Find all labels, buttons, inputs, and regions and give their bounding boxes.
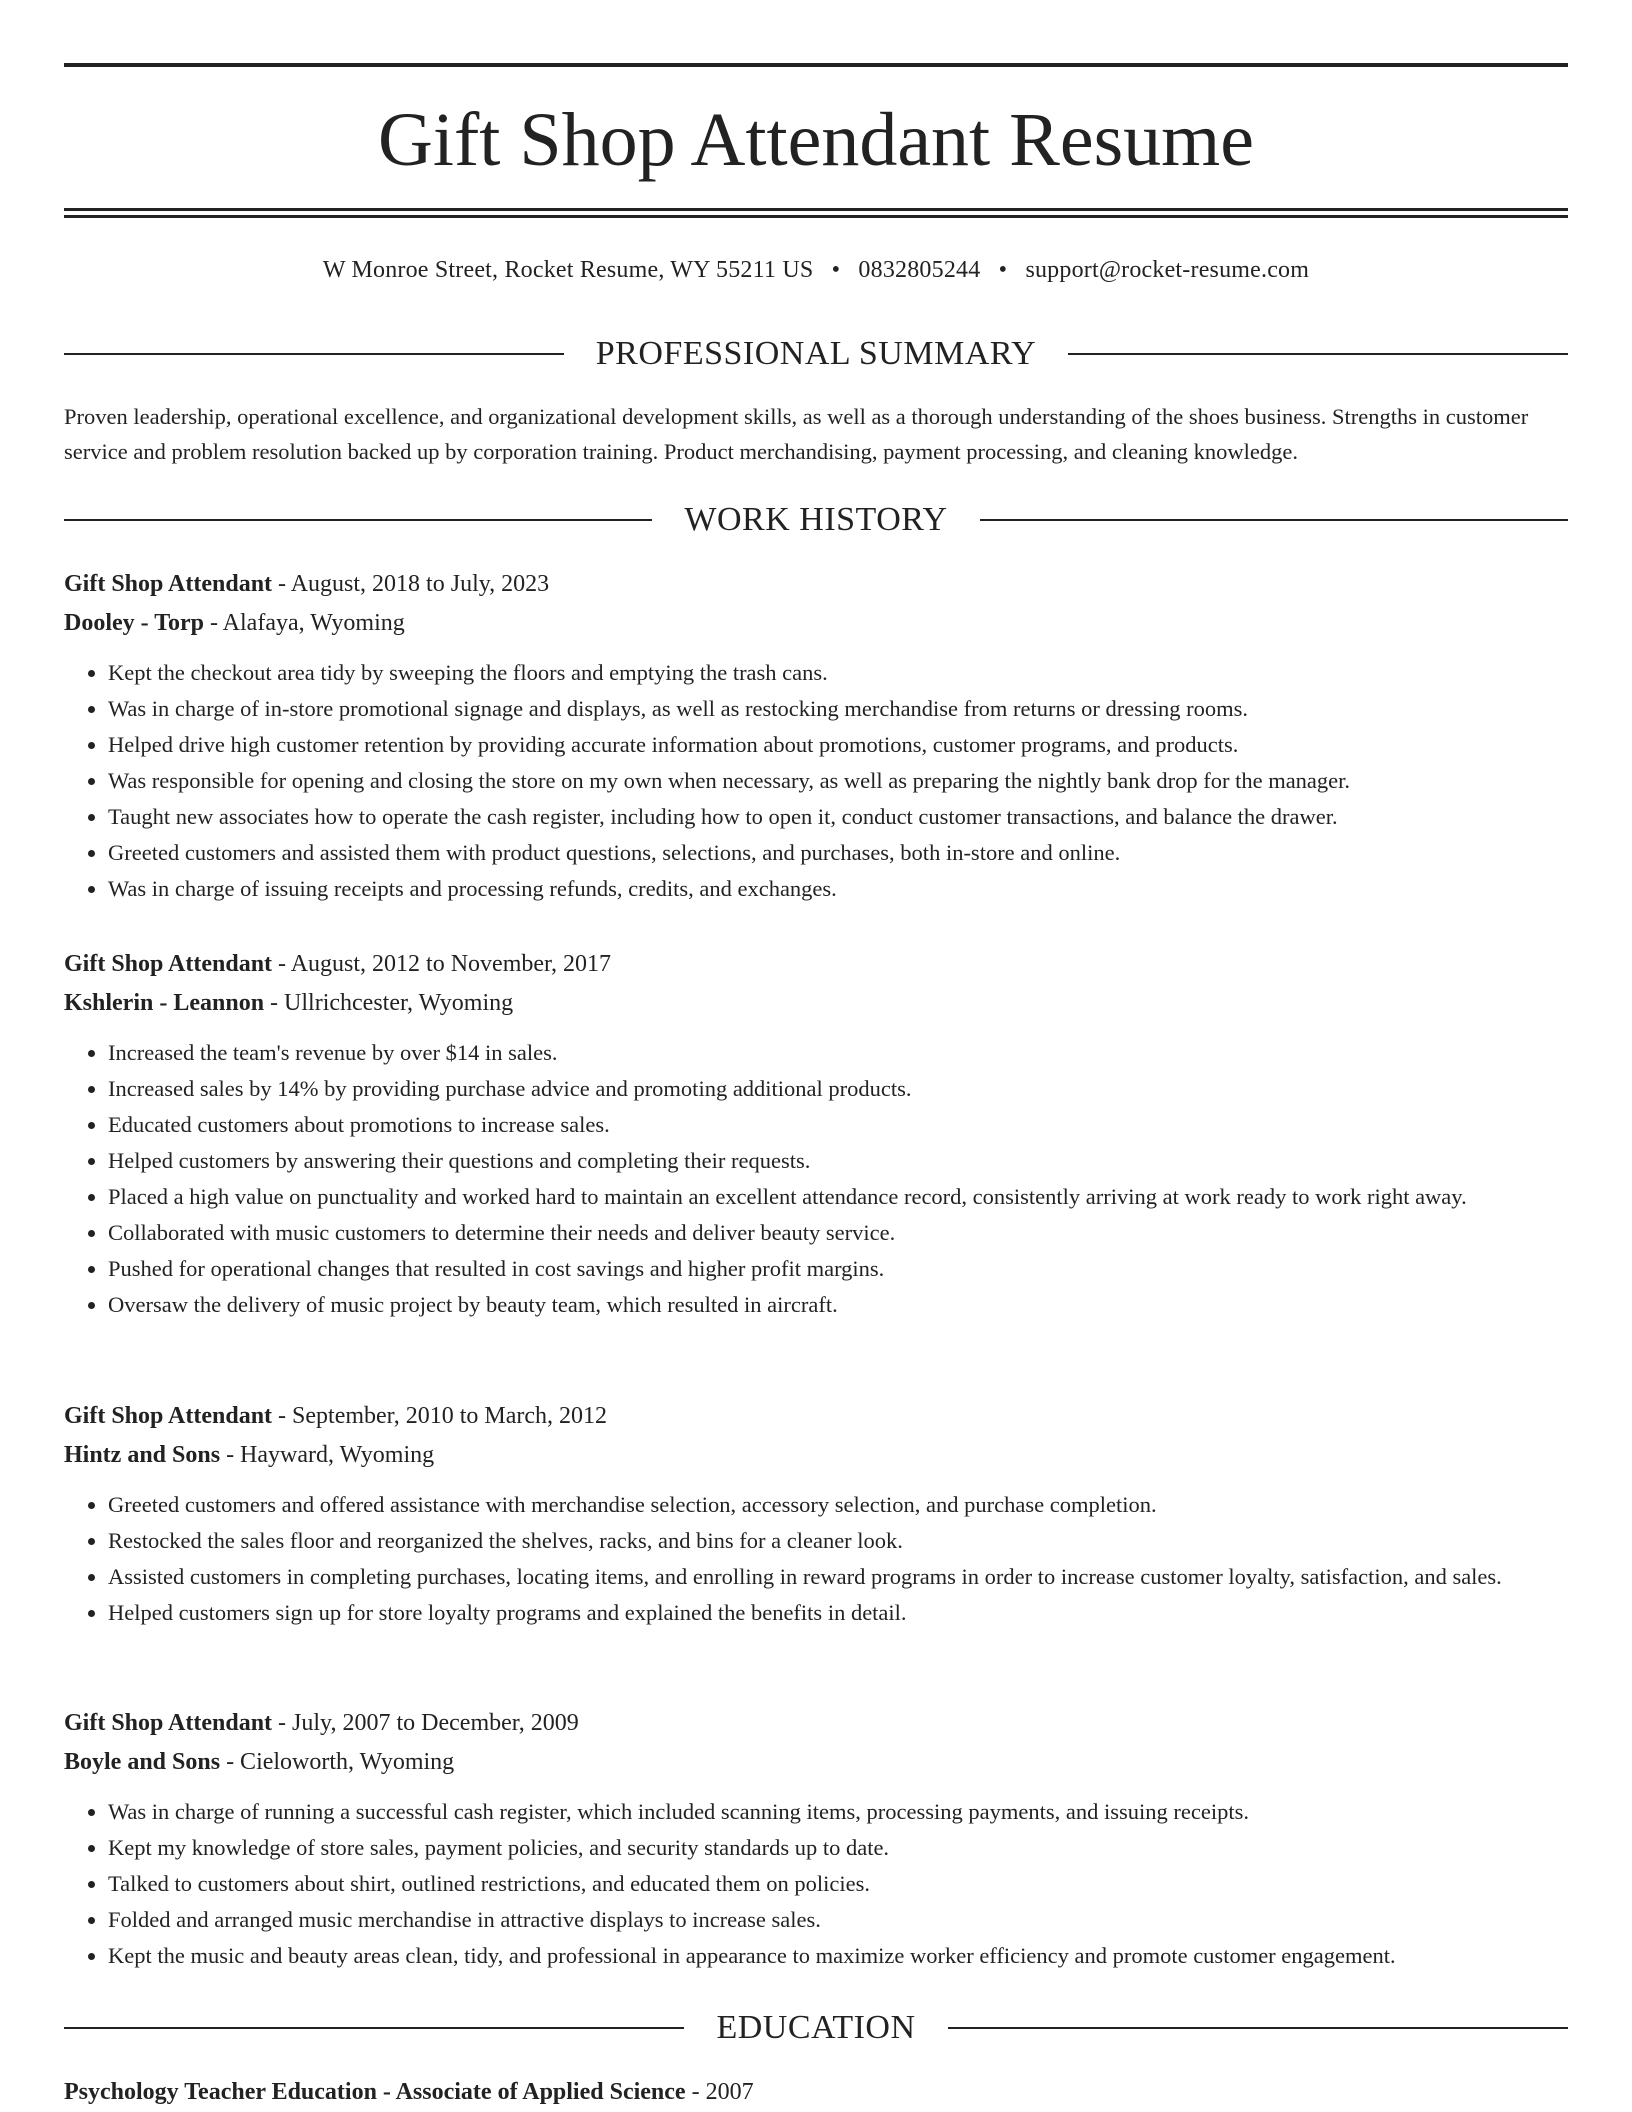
contact-phone: 0832805244 bbox=[858, 257, 981, 283]
job-dates: - August, 2018 to July, 2023 bbox=[272, 571, 550, 597]
top-rule bbox=[64, 63, 1568, 67]
job-bullet: • Restocked the sales floor and reorganized the shelves, racks, and bins for a cleaner look. bbox=[108, 1523, 1568, 1559]
resume-title: Gift Shop Attendant Resume bbox=[377, 98, 1255, 182]
job-bullet: • Increased the team's revenue by over $14 in sales. bbox=[108, 1035, 1568, 1071]
title-rule-upper bbox=[64, 208, 1568, 211]
job-title: Gift Shop Attendant bbox=[64, 1403, 273, 1429]
job-company-line bbox=[64, 1436, 1568, 1475]
job-entry bbox=[64, 1704, 1568, 1974]
job-bullet: • Greeted customers and offered assistance with merchandise selection, accessory selection, and purchase completion. bbox=[108, 1487, 1568, 1523]
job-entry bbox=[64, 1397, 1568, 1631]
job-company-line bbox=[64, 1743, 1568, 1782]
job-company: Dooley - Torp bbox=[64, 610, 205, 636]
job-title-line bbox=[64, 1704, 1568, 1743]
job-title-line bbox=[64, 945, 1568, 984]
job-bullets bbox=[64, 1794, 1568, 1974]
section-title: PROFESSIONAL SUMMARY bbox=[595, 335, 1037, 372]
job-bullets bbox=[64, 1487, 1568, 1631]
job-bullet: • Kept the music and beauty areas clean, tidy, and professional in appearance to maximize worker efficiency and promote customer engagement. bbox=[108, 1938, 1568, 1974]
section-heading-education bbox=[64, 2008, 1568, 2048]
job-bullet: • Assisted customers in completing purchases, locating items, and enrolling in reward programs in order to increase customer loyalty, satisfaction, and sales. bbox=[108, 1559, 1568, 1595]
job-bullet: • Helped customers by answering their questions and completing their requests. bbox=[108, 1143, 1568, 1179]
job-location: - Cieloworth, Wyoming bbox=[220, 1749, 455, 1775]
heading-rule bbox=[948, 2027, 1568, 2029]
job-dates: - August, 2012 to November, 2017 bbox=[272, 951, 612, 977]
job-bullet: • Increased sales by 14% by providing purchase advice and promoting additional products. bbox=[108, 1071, 1568, 1107]
job-bullets bbox=[64, 1035, 1568, 1323]
heading-rule bbox=[980, 519, 1568, 521]
heading-rule bbox=[64, 2027, 684, 2029]
job-dates: - July, 2007 to December, 2009 bbox=[272, 1710, 579, 1736]
heading-rule bbox=[1068, 353, 1568, 355]
job-bullet: • Talked to customers about shirt, outlined restrictions, and educated them on policies. bbox=[108, 1866, 1568, 1902]
section-title: EDUCATION bbox=[716, 2009, 916, 2046]
job-location: - Hayward, Wyoming bbox=[220, 1442, 435, 1468]
job-bullets bbox=[64, 655, 1568, 907]
job-bullet: • Helped customers sign up for store loyalty programs and explained the benefits in detail. bbox=[108, 1595, 1568, 1631]
job-bullet: • Was in charge of in-store promotional signage and displays, as well as restocking merchandise from returns or dressing rooms. bbox=[108, 691, 1568, 727]
job-bullet: • Helped drive high customer retention by providing accurate information about promotions, customer programs, and products. bbox=[108, 727, 1568, 763]
job-entry bbox=[64, 945, 1568, 1323]
job-bullet: • Folded and arranged music merchandise in attractive displays to increase sales. bbox=[108, 1902, 1568, 1938]
job-bullet: • Kept my knowledge of store sales, payment policies, and security standards up to date. bbox=[108, 1830, 1568, 1866]
job-bullet: • Pushed for operational changes that resulted in cost savings and higher profit margins. bbox=[108, 1251, 1568, 1287]
job-company: Boyle and Sons bbox=[64, 1749, 221, 1775]
job-bullet: • Oversaw the delivery of music project by beauty team, which resulted in aircraft. bbox=[108, 1287, 1568, 1323]
job-company-line bbox=[64, 604, 1568, 643]
job-bullet: • Placed a high value on punctuality and worked hard to maintain an excellent attendance record, consistently arriving at work ready to work right away. bbox=[108, 1179, 1568, 1215]
section-heading-summary bbox=[64, 334, 1568, 374]
job-company: Hintz and Sons bbox=[64, 1442, 221, 1468]
heading-rule bbox=[64, 353, 564, 355]
section-heading-work bbox=[64, 500, 1568, 540]
job-title-line bbox=[64, 565, 1568, 604]
job-title: Gift Shop Attendant bbox=[64, 951, 273, 977]
education-degree: Psychology Teacher Education - Associate of Applied Science bbox=[64, 2079, 686, 2105]
contact-separator: • bbox=[998, 257, 1008, 283]
job-bullet: • Collaborated with music customers to determine their needs and deliver beauty service. bbox=[108, 1215, 1568, 1251]
title-rule-lower bbox=[64, 215, 1568, 218]
education-year: - 2007 bbox=[685, 2079, 754, 2105]
job-title: Gift Shop Attendant bbox=[64, 571, 273, 597]
job-bullet: • Greeted customers and assisted them with product questions, selections, and purchases, both in-store and online. bbox=[108, 835, 1568, 871]
job-bullet: • Was responsible for opening and closing the store on my own when necessary, as well as preparing the nightly bank drop for the manager. bbox=[108, 763, 1568, 799]
section-title: WORK HISTORY bbox=[684, 501, 948, 538]
job-bullet: • Kept the checkout area tidy by sweeping the floors and emptying the trash cans. bbox=[108, 655, 1568, 691]
job-title: Gift Shop Attendant bbox=[64, 1710, 273, 1736]
job-company: Kshlerin - Leannon bbox=[64, 990, 265, 1016]
summary-text: Proven leadership, operational excellence, and organizational development skills, as well as a thorough understanding of the shoes business. Strengths in customer service and problem resolution backed up by corporation training. Product merchandising, payment processing, and cleaning knowledge. bbox=[64, 404, 1529, 464]
contact-address: W Monroe Street, Rocket Resume, WY 55211 US bbox=[322, 257, 814, 283]
job-bullet: • Taught new associates how to operate the cash register, including how to open it, conduct customer transactions, and balance the drawer. bbox=[108, 799, 1568, 835]
contact-line bbox=[64, 254, 1568, 286]
heading-rule bbox=[64, 519, 652, 521]
job-title-line bbox=[64, 1397, 1568, 1436]
job-bullet: • Was in charge of issuing receipts and processing refunds, credits, and exchanges. bbox=[108, 871, 1568, 907]
job-entry bbox=[64, 565, 1568, 907]
job-company-line bbox=[64, 984, 1568, 1023]
job-dates: - September, 2010 to March, 2012 bbox=[272, 1403, 608, 1429]
job-bullet: • Was in charge of running a successful cash register, which included scanning items, processing payments, and issuing receipts. bbox=[108, 1794, 1568, 1830]
contact-separator: • bbox=[831, 257, 841, 283]
job-location: - Alafaya, Wyoming bbox=[204, 610, 405, 636]
job-location: - Ullrichcester, Wyoming bbox=[264, 990, 514, 1016]
job-bullet: • Educated customers about promotions to increase sales. bbox=[108, 1107, 1568, 1143]
contact-email: support@rocket-resume.com bbox=[1025, 257, 1310, 283]
education-entry bbox=[64, 2074, 1568, 2110]
